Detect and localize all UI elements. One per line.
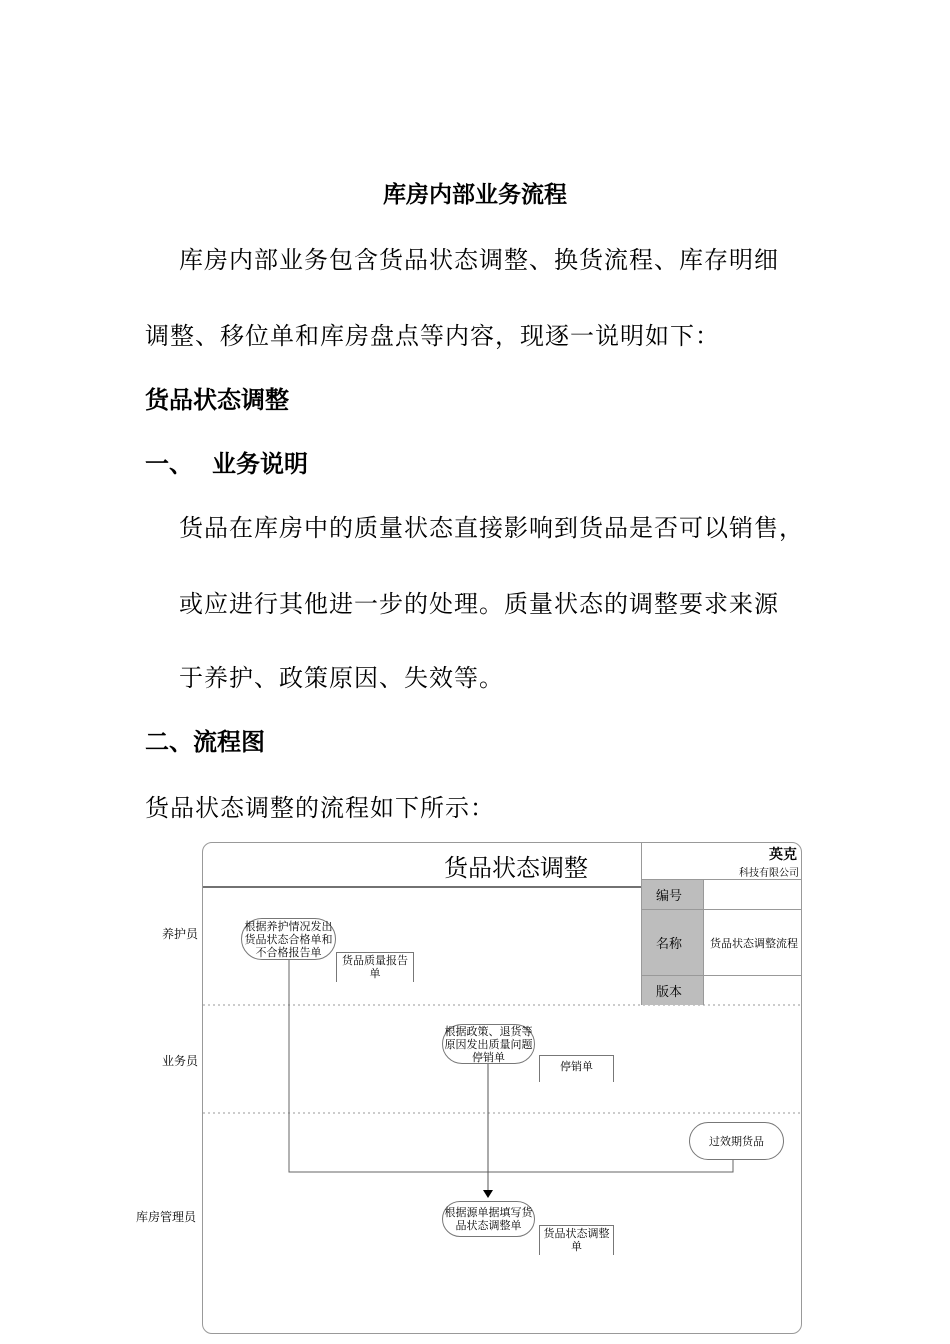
info-table <box>641 843 801 1005</box>
desc-line-3: 于养护、政策原因、失效等。 <box>179 664 504 692</box>
desc-line-1: 货品在库房中的质量状态直接影响到货品是否可以销售， <box>179 514 804 542</box>
document-stop-sale <box>539 1055 614 1082</box>
terminator-expired-goods-text: 过效期货品 <box>709 1134 764 1148</box>
process-maintenance-report-text: 根据养护情况发出货品状态合格单和不合格报告单 <box>244 919 333 959</box>
subsection-1-number: 一、 <box>145 449 193 478</box>
lane-label-warehouse: 库房管理员 <box>136 1210 197 1224</box>
version-label: 版本 <box>642 975 703 1005</box>
process-status-adjust <box>442 1201 535 1237</box>
document-status-adjust-text: 货品状态调整单 <box>543 1227 610 1253</box>
intro-line-2: 调整、移位单和库房盘点等内容，现逐一说明如下： <box>145 322 720 350</box>
section-heading: 货品状态调整 <box>145 385 289 414</box>
subsection-1-label: 业务说明 <box>212 449 308 478</box>
flow-intro: 货品状态调整的流程如下所示： <box>145 794 495 822</box>
document-quality-report <box>336 952 414 982</box>
company-name: 英克 <box>769 847 797 863</box>
process-status-adjust-text: 根据源单据填写货品状态调整单 <box>444 1206 533 1232</box>
terminator-expired-goods <box>689 1122 784 1160</box>
intro-line-1: 库房内部业务包含货品状态调整、换货流程、库存明细 <box>179 246 779 274</box>
document-status-adjust <box>539 1225 614 1255</box>
desc-line-2: 或应进行其他进一步的处理。质量状态的调整要求来源 <box>179 590 779 618</box>
lane-label-maintainer: 养护员 <box>162 927 199 941</box>
company-sub: 科技有限公司 <box>739 868 799 879</box>
name-label: 名称 <box>642 909 703 975</box>
name-value: 货品状态调整流程 <box>703 909 802 975</box>
code-value <box>703 879 802 909</box>
company-block <box>642 843 801 879</box>
page-title: 库房内部业务流程 <box>383 181 567 208</box>
flowchart-title: 货品状态调整 <box>444 854 588 882</box>
document-quality-report-text: 货品质量报告单 <box>342 954 408 980</box>
process-maintenance-report <box>241 918 336 960</box>
process-stop-sale <box>442 1024 535 1064</box>
code-label: 编号 <box>642 879 703 909</box>
subsection-2-heading: 二、流程图 <box>145 727 265 756</box>
document-stop-sale-text: 停销单 <box>560 1060 593 1073</box>
process-stop-sale-text: 根据政策、退货等原因发出质量问题停销单 <box>444 1024 533 1064</box>
lane-label-sales: 业务员 <box>162 1054 199 1068</box>
version-value <box>703 975 802 1005</box>
